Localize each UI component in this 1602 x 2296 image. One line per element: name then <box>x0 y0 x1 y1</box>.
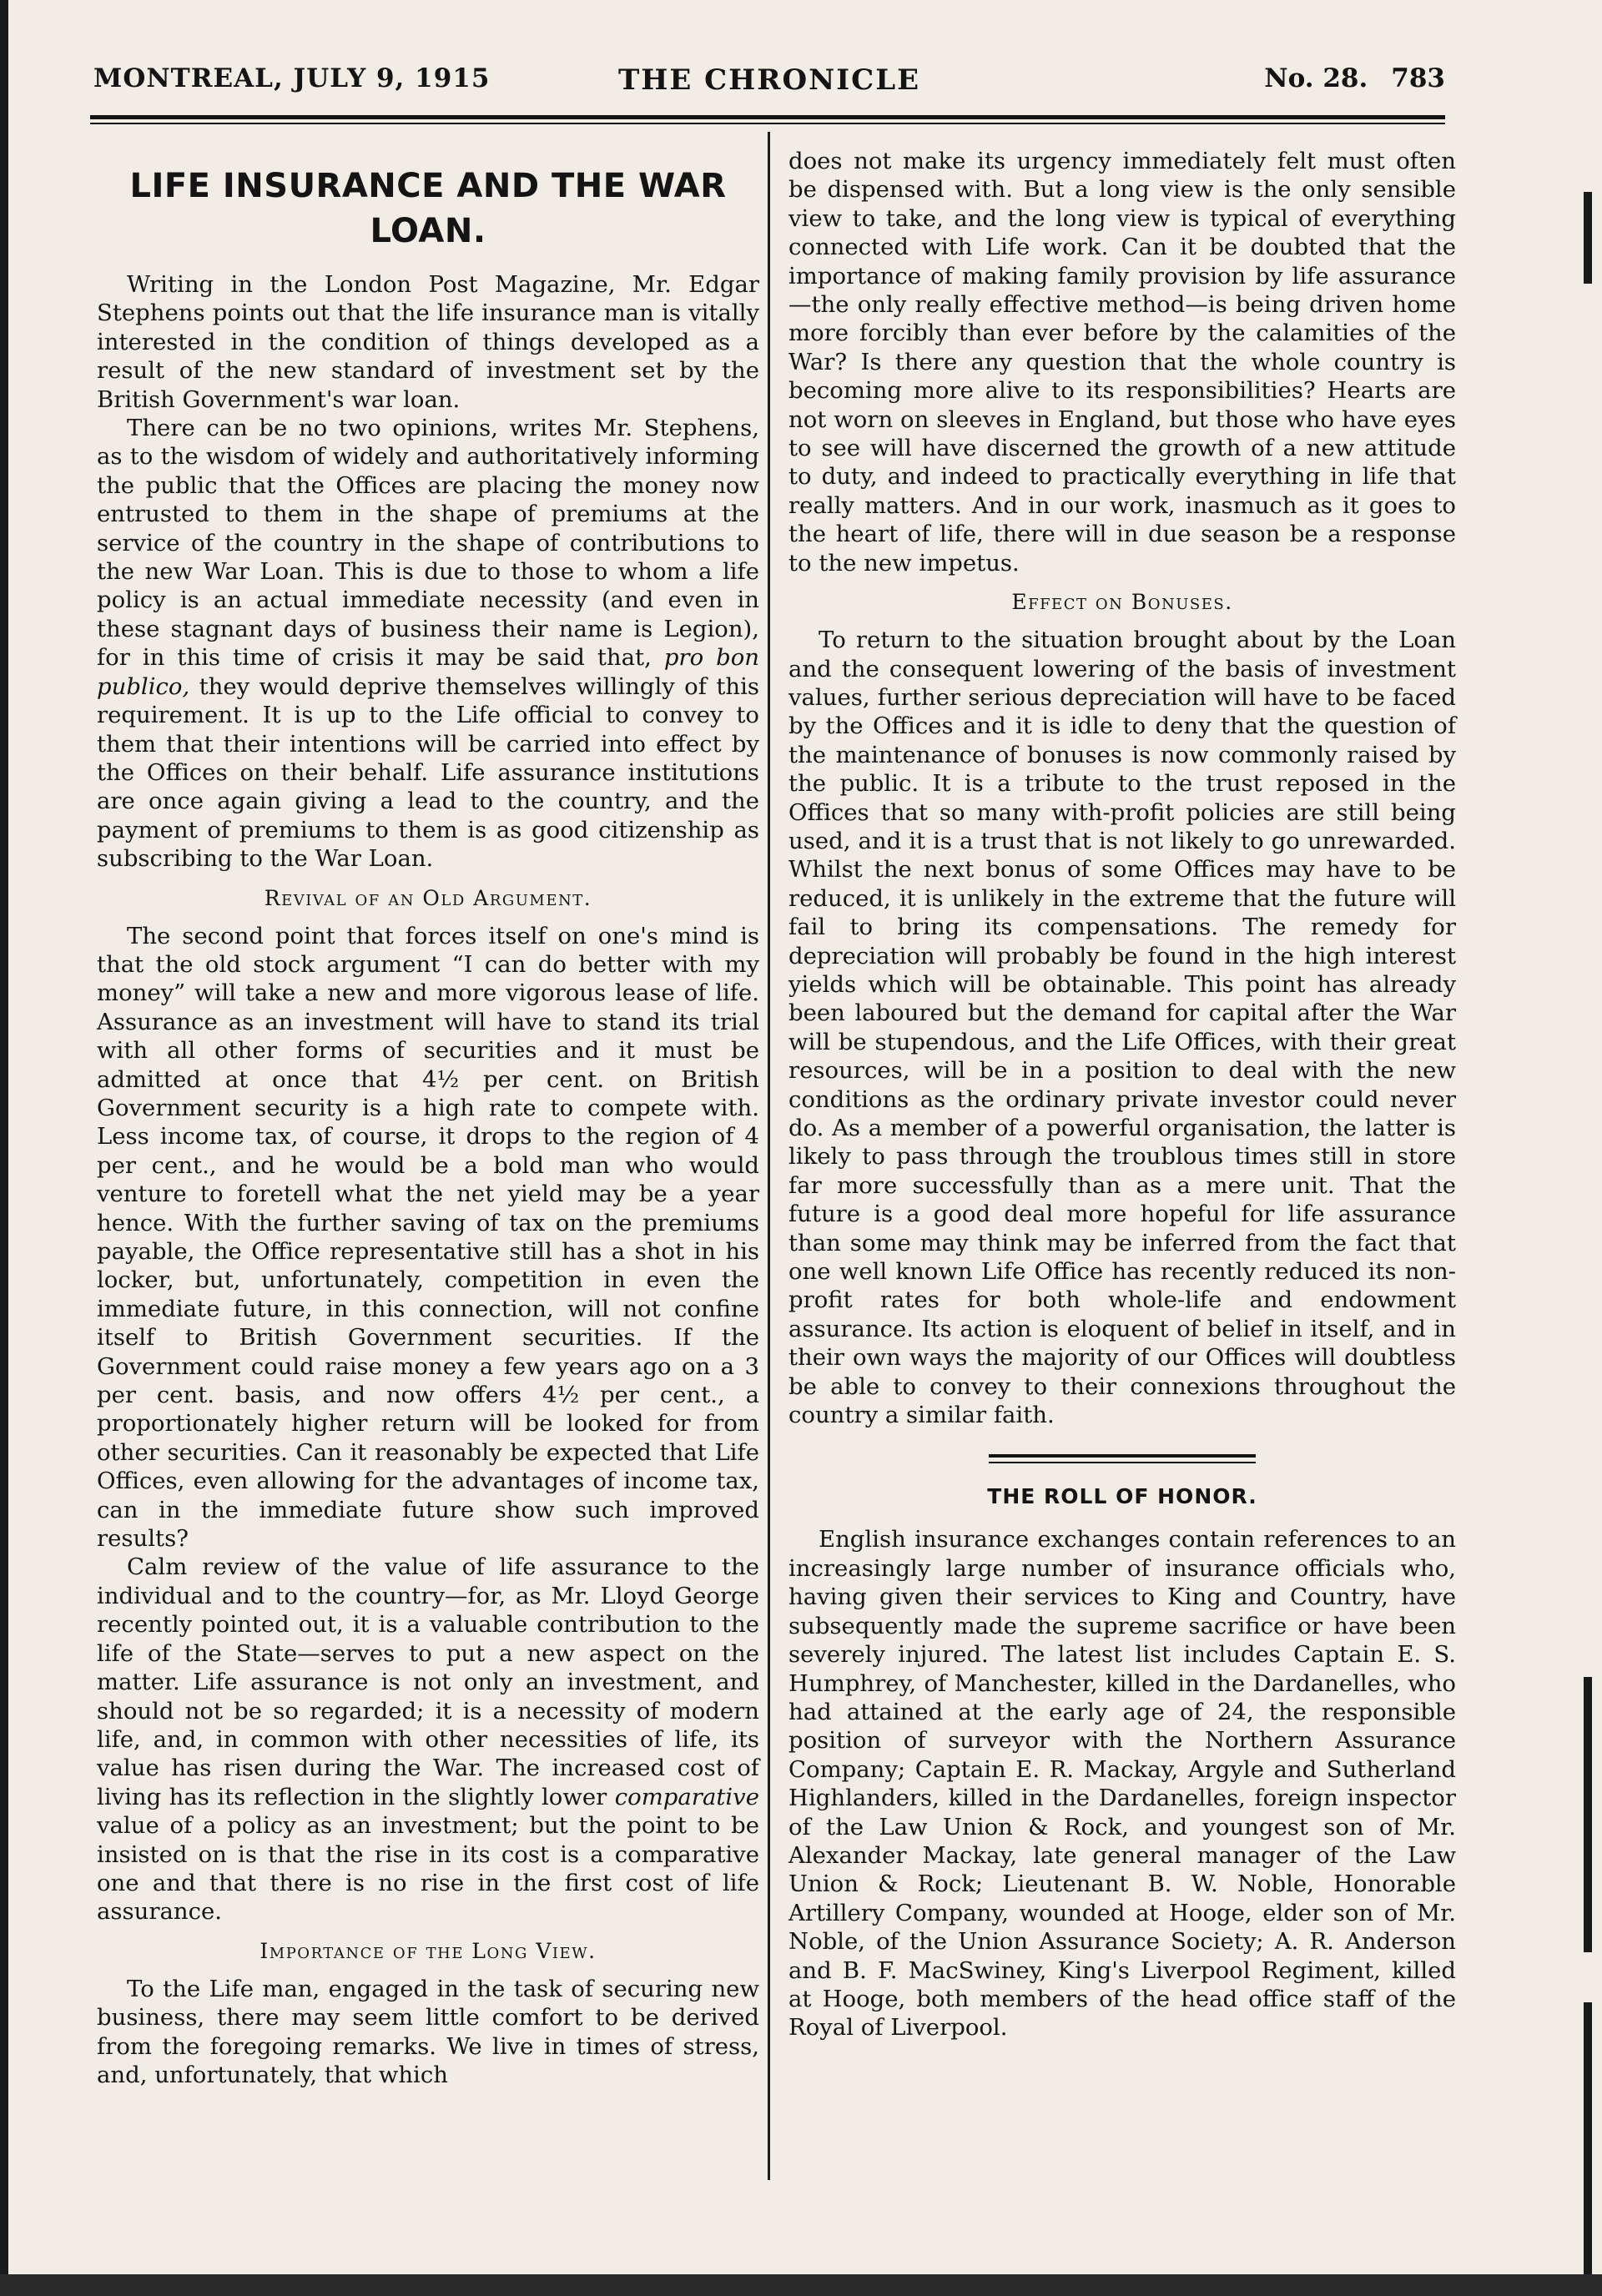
emphasis-comparative: comparative <box>614 1783 759 1810</box>
paragraph-4: Calm review of the value of life assurance to the individual and to the country—for, as Mr. Lloyd George recently pointed out, it is a valuable contribution to the life of the State—serves to put a new aspect on the matter. Life assurance is not only an investment, and should not be so regarded; it is a necessity of modern life, and, in common with other necessities of life, its value has risen during the War. The increased cost of living has its reflection in the slightly lower comparative value of a policy as an investment; but the point to be insisted on is that the rise in its cost is a comparative one and that there is no rise in the first cost of life assurance. <box>97 1553 759 1926</box>
column-rule <box>768 132 770 2180</box>
paragraph-6: To return to the situation brought about by the Loan and the consequent lowering of the basis of investment values, further serious depreciation will have to be faced by the Offices and it is idle to deny that the question of the maintenance of bonuses is now commonly raised by the public. It is a tribute to the trust reposed in the Offices that so many with-profit policies are still being used, and it is a trust that is not likely to go unrewarded. Whilst the next bonus of some Offices may have to be reduced, it is unlikely in the extreme that the future will fail to bring its compensations. The remedy for depreciation will probably be found in the high interest yields which will be obtainable. This point has already been laboured but the demand for capital after the War will be stupendous, and the Life Offices, with their great resources, will be in a position to deal with the new conditions as the ordinary private investor could never do. As a member of a powerful organisation, the latter is likely to pass through the troublous times still in store far more successfully than as a mere unit. That the future is a good deal more hopeful for life assurance than some may think may be inferred from the fact that one well known Life Office has recently reduced its non-profit rates for both whole-life and endowment assurance. Its action is eloquent of belief in itself, and in their own ways the majority of our Offices will doubtless be able to convey to their connexions throughout the country a similar faith. <box>788 627 1456 1429</box>
header-rule <box>90 115 1445 119</box>
roll-of-honor-text: English insurance exchanges contain references to an increasingly large number of insurance officials who, having given their services to King and Country, have subsequently made the supreme sacrifice or have been severely injured. The latest list includes Captain E. S. Humphrey, of Manchester, killed in the Dardanelles, who had attained at the early age of 24, the responsible position of surveyor with the Northern Assurance Company; Captain E. R. Mackay, Argyle and Sutherland Highlanders, killed in the Dardanelles, foreign inspector of the Law Union & Rock, and youngest son of Mr. Alexander Mackay, late general manager of the Law Union & Rock; Lieutenant B. W. Noble, Honorable Artillery Company, wounded at Hooge, elder son of Mr. Noble, of the Union Assurance Society; A. R. Anderson and B. F. MacSwiney, King's Liverpool Regiment, killed at Hooge, both members of the head office staff of the Royal of Liverpool. <box>788 1526 1456 2042</box>
scan-edge-bottom <box>0 2274 1602 2296</box>
article-title: LIFE INSURANCE AND THE WAR LOAN. <box>129 167 727 250</box>
scan-edge-mark <box>1584 2002 1592 2278</box>
running-header <box>93 63 1445 100</box>
roll-of-honor-title: THE ROLL OF HONOR. <box>987 1484 1257 1509</box>
column-left <box>97 164 759 2089</box>
scan-edge-left <box>0 0 8 2296</box>
subheading-revival: Revival of an Old Argument. <box>264 885 592 910</box>
column-right <box>788 147 1456 2042</box>
scan-edge-mark <box>1584 1677 1592 1952</box>
issue-and-page <box>1264 63 1445 93</box>
paragraph-5-start: To the Life man, engaged in the task of securing new business, there may seem little comfort to be derived from the foregoing remarks. We live in times of stress, and, unfortunately, that which <box>97 1975 759 2088</box>
dateline: MONTREAL, JULY 9, 1915 <box>93 63 491 93</box>
page-number: 783 <box>1391 63 1445 93</box>
publication-name: THE CHRONICLE <box>617 63 921 97</box>
section-divider <box>989 1454 1256 1463</box>
paragraph-intro: Writing in the London Post Magazine, Mr. Edgar Stephens points out that the life insurance man is vitally interested in the condition of things developed as a result of the new standard of investment set by the British Government's war loan. <box>97 271 759 413</box>
scan-edge-mark <box>1584 192 1592 284</box>
subheading-bonuses: Effect on Bonuses. <box>1011 590 1233 615</box>
latin-phrase: pro bon publico, <box>97 644 759 700</box>
subheading-long-view: Importance of the Long View. <box>259 1938 597 1963</box>
header-rule-thin <box>90 123 1445 124</box>
paragraph-2: There can be no two opinions, writes Mr. Stephens, as to the wisdom of widely and authoritatively informing the public that the Offices are placing the money now entrusted to them in the shape of premiums at the service of the country in the shape of contributions to the new War Loan. This is due to those to whom a life policy is an actual immediate necessity (and even in these stagnant days of business their name is Legion), for in this time of crisis it may be said that, pro bon publico, they would deprive themselves willingly of this requirement. It is up to the Life official to convey to them that their intentions will be carried into effect by the Offices on their behalf. Life assurance institutions are once again giving a lead to the country, and the payment of premiums to them is as good citizenship as subscribing to the War Loan. <box>97 415 759 873</box>
paragraph-3: The second point that forces itself on one's mind is that the old stock argument “I can do better with my money” will take a new and more vigorous lease of life. Assurance as an investment will have to stand its trial with all other forms of securities and it must be admitted at once that 4½ per cent. on British Government security is a high rate to compete with. Less income tax, of course, it drops to the region of 4 per cent., and he would be a bold man who would venture to foretell what the net yield may be a year hence. With the further saving of tax on the premiums payable, the Office representative still has a shot in his locker, but, unfortunately, competition in even the immediate future, in this connection, will not confine itself to British Government securities. If the Government could raise money a few years ago on a 3 per cent. basis, and now offers 4½ per cent., a proportionately higher return will be looked for from other securities. Can it reasonably be expected that Life Offices, even allowing for the advantages of income tax, can in the immediate future show such improved results? <box>97 922 759 1553</box>
paragraph-5-continued: does not make its urgency immediately felt must often be dispensed with. But a long view is the only sensible view to take, and the long view is typical of everything connected with Life work. Can it be doubted that the importance of making family provision by life assurance—the only really effective method—is being driven home more forcibly than ever before by the calamities of the War? Is there any question that the whole country is becoming more alive to its responsibilities? Hearts are not worn on sleeves in England, but those who have eyes to see will have discerned the growth of a new attitude to duty, and indeed to practically everything in life that really matters. And in our work, inasmuch as it goes to the heart of life, there will in due season be a response to the new impetus. <box>788 148 1456 577</box>
issue-number: No. 28. <box>1264 63 1368 93</box>
